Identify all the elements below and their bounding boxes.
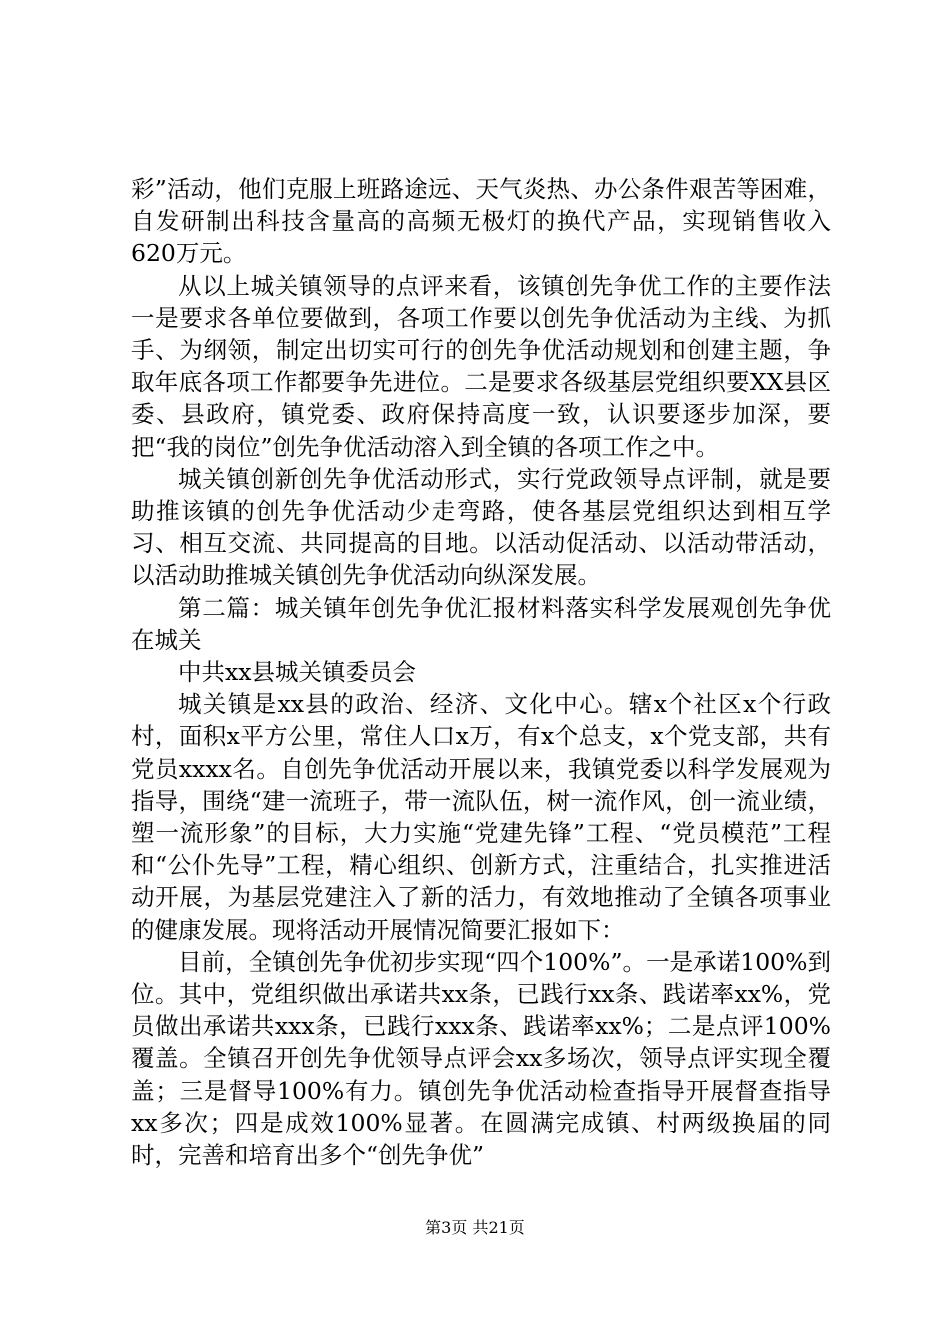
paragraph: 从以上城关镇领导的点评来看，该镇创先争优工作的主要作法一是要求各单位要做到，各项工作要以创先争优活动为主线、为抓手、为纲领，制定出切实可行的创先争优活动规划和创建主题，争取年底各项工作都要争先进位。二是要求各级基层党组织要XX县区委、县政府，镇党委、政府保持高度一致，认识要逐步加深，要把“我的岗位”创先争优活动溶入到全镇的各项工作之中。 [131,271,831,461]
paragraph: 城关镇是xx县的政治、经济、文化中心。辖x个社区x个行政村，面积x平方公里，常住人口x万，有x个总支，x个党支部，共有党员xxxx名。自创先争优活动开展以来，我镇党委以科学发展观为指导，围绕“建一流班子，带一流队伍，树一流作风，创一流业绩，塑一流形象”的目标，大力实施“党建先锋”工程、“党员模范”工程和“公仆先导”工程，精心组织、创新方式，注重结合，扎实推进活动开展，为基层党建注入了新的活力，有效地推动了全镇各项事业的健康发展。现将活动开展情况简要汇报如下： [131,690,831,944]
paragraph: 彩”活动，他们克服上班路途远、天气炎热、办公条件艰苦等困难，自发研制出科技含量高的高频无极灯的换代产品，实现销售收入620万元。 [131,175,831,268]
page-number: 第3页 共21页 [425,1218,525,1237]
paragraph: 城关镇创新创先争优活动形式，实行党政领导点评制，就是要助推该镇的创先争优活动少走弯路，使各基层党组织达到相互学习、相互交流、共同提高的目地。以活动促活动、以活动带活动，以活动助推城关镇创先争优活动向纵深发展。 [131,464,831,590]
document-body [131,173,831,1171]
author-line: 中共xx县城关镇委员会 [178,658,417,687]
section-heading: 第二篇：城关镇年创先争优汇报材料落实科学发展观创先争优在城关 [131,593,831,654]
paragraph: 目前，全镇创先争优初步实现“四个100%”。一是承诺100%到位。其中，党组织做出承诺共xx条，已践行xx条、践诺率xx%，党员做出承诺共xxx条，已践行xxx条、践诺率xx%；二是点评100%覆盖。全镇召开创先争优领导点评会xx多场次，领导点评实现全覆盖；三是督导100%有力。镇创先争优活动检查指导开展督查指导xx多次；四是成效100%显著。在圆满完成镇、村两级换届的同时，完善和培育出多个“创先争优” [131,947,831,1170]
